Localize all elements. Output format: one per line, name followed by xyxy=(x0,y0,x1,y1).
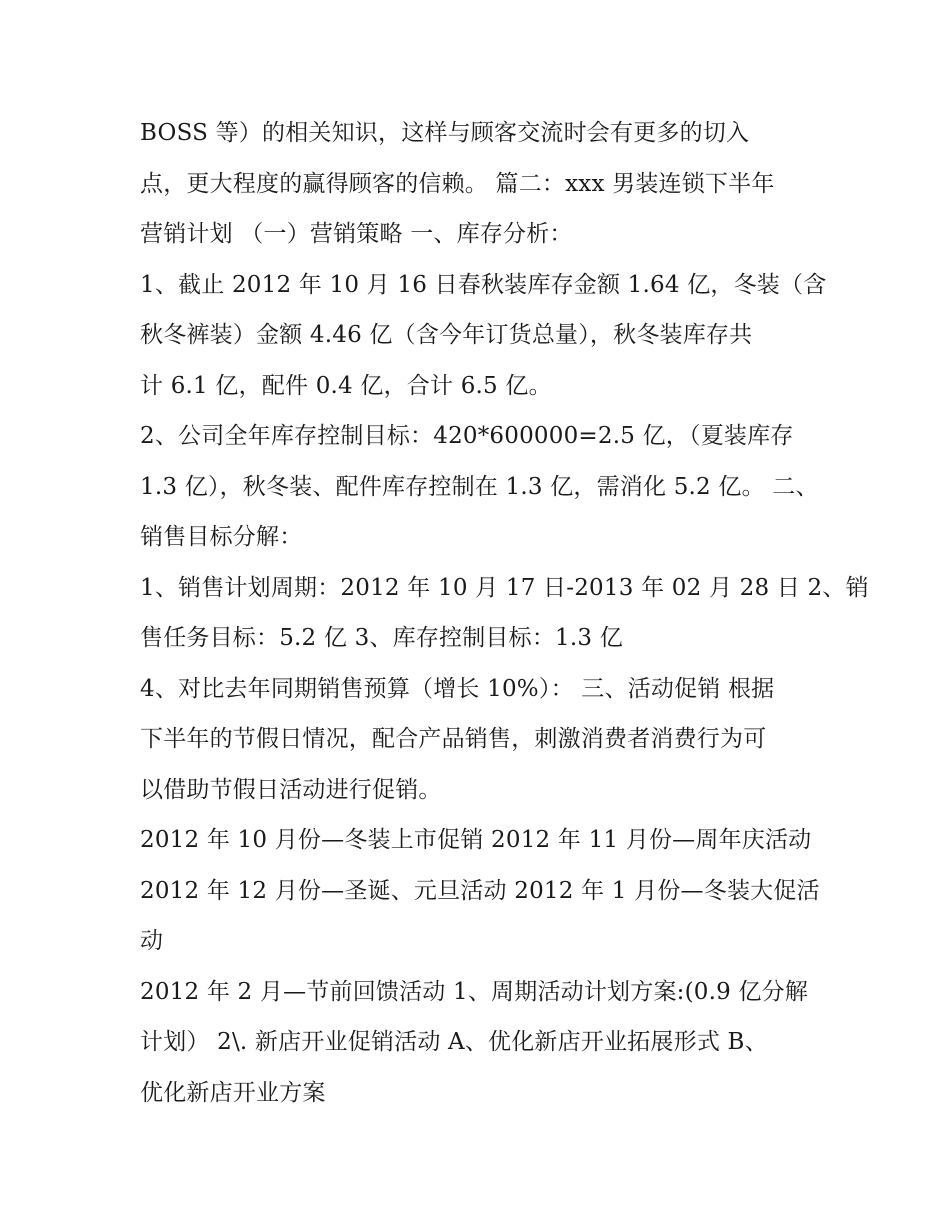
text-line: 优化新店开业方案 xyxy=(140,1079,326,1106)
document-body xyxy=(140,108,869,1118)
text-line: 1、销售计划周期：2012 年 10 月 17 日-2013 年 02 月 28 日 2、销 xyxy=(140,574,869,601)
text-line: 计 6.1 亿，配件 0.4 亿，合计 6.5 亿。 xyxy=(140,372,552,399)
text-line: 2012 年 12 月份—圣诞、元旦活动 2012 年 1 月份—冬装大促活 xyxy=(140,877,820,904)
text-line: 动 xyxy=(140,928,164,954)
text-line: 营销计划 （一）营销策略 一、库存分析： xyxy=(140,221,573,247)
text-line: 下半年的节假日情况，配合产品销售，刺激消费者消费行为可 xyxy=(140,726,767,752)
text-line: BOSS 等）的相关知识，这样与顾客交流时会有更多的切入 xyxy=(140,120,750,146)
text-line: 2、公司全年库存控制目标：420*600000=2.5 亿，（夏装库存 xyxy=(140,423,794,449)
text-line: 以借助节假日活动进行促销。 xyxy=(140,776,442,803)
text-line: 4、对比去年同期销售预算（增长 10%）： 三、活动促销 根据 xyxy=(140,675,775,702)
text-line: 计划） 2\. 新店开业促销活动 A、优化新店开业拓展形式 B、 xyxy=(140,1029,768,1055)
text-line: 销售目标分解： xyxy=(140,524,303,550)
text-line: 1.3 亿），秋冬装、配件库存控制在 1.3 亿，需消化 5.2 亿。 二、 xyxy=(140,473,819,500)
text-line: 秋冬裤装）金额 4.46 亿（含今年订货总量），秋冬装库存共 xyxy=(140,322,753,348)
text-line: 2012 年 2 月—节前回馈活动 1、周期活动计划方案:(0.9 亿分解 xyxy=(140,978,809,1005)
text-line: 点，更大程度的赢得顾客的信赖。 篇二：xxx 男装连锁下半年 xyxy=(140,170,775,197)
text-line: 2012 年 10 月份—冬装上市促销 2012 年 11 月份—周年庆活动 xyxy=(140,827,812,853)
text-line: 1、截止 2012 年 10 月 16 日春秋装库存金额 1.64 亿，冬装（含 xyxy=(140,271,827,298)
text-line: 售任务目标：5.2 亿 3、库存控制目标：1.3 亿 xyxy=(140,625,623,651)
